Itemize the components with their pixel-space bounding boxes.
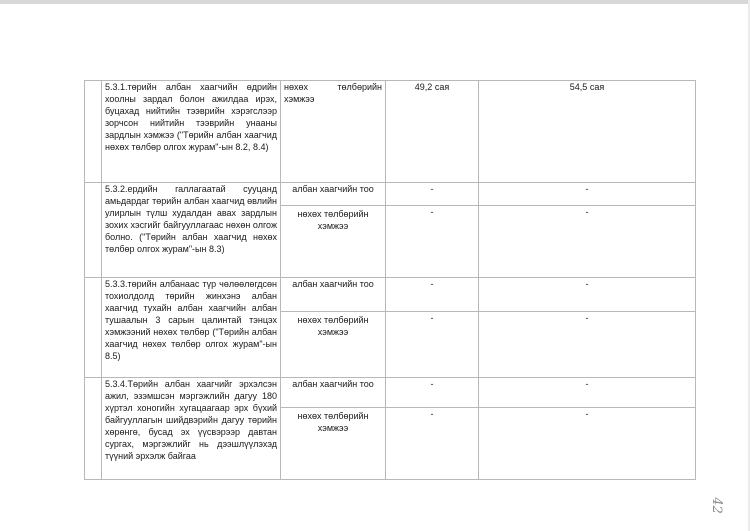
value-cell: -	[479, 312, 696, 378]
description-cell: 5.3.4.Төрийн албан хаагчийг эрхэлсэн ажил, эзэмшсэн мэргэжлийн дагуу 180 хүртэл хоногийн хугацаагаар эрх бүхий байгууллагын шийдвэрийн дагуу төрийн хөрөнгө, бусад эх үүсвэрээр давтан сургах, мэргэжлийг нь дээшлүүлэхэд түүний эрхэлж байгаа	[102, 378, 281, 480]
value-cell: 49,2 сая	[386, 81, 479, 183]
value-cell: -	[479, 278, 696, 312]
blank-cell	[85, 183, 102, 278]
scan-edge-top	[0, 0, 750, 4]
table-row	[85, 81, 696, 183]
page-number: 42	[708, 497, 724, 514]
document-table	[84, 80, 696, 480]
blank-cell	[85, 278, 102, 378]
indicator-cell: албан хаагчийн тоо	[281, 183, 386, 206]
value-cell: -	[386, 278, 479, 312]
value-cell: -	[479, 183, 696, 206]
indicator-cell: нөхөх төлбөрийн хэмжээ	[281, 408, 386, 480]
blank-cell	[85, 81, 102, 183]
indicator-cell: нөхөх төлбөрийн хэмжээ	[281, 206, 386, 278]
indicator-cell: албан хаагчийн тоо	[281, 378, 386, 408]
value-cell: -	[386, 378, 479, 408]
value-cell: -	[479, 378, 696, 408]
value-cell: -	[479, 206, 696, 278]
table-row	[85, 378, 696, 408]
value-cell: -	[386, 408, 479, 480]
indicator-cell: нөхөх төлбөрийн хэмжээ	[281, 312, 386, 378]
table-row	[85, 183, 696, 206]
value-cell: -	[386, 312, 479, 378]
description-cell: 5.3.1.төрийн албан хаагчийн өдрийн хоолны зардал болон ажилдаа ирэх, буцахад нийтийн тээврийн хэрэгслээр зорчсон нийтийн тээврийн унааны зардлын хэмжээ ("Төрийн албан хаагчид нөхөх төлбөр олгох журам"-ын 8.2, 8.4)	[102, 81, 281, 183]
indicator-cell: албан хаагчийн тоо	[281, 278, 386, 312]
description-cell: 5.3.2.ердийн галлагаатай сууцанд амьдардаг төрийн албан хаагчид өвлийн улирлын түлш худалдан авах зардлын зохих хэсгийг байгууллагаас нөхөн олгож болно. ("Төрийн албан хаагчид нөхөх төлбөр олгох журам"-ын 8.3)	[102, 183, 281, 278]
value-cell: -	[479, 408, 696, 480]
value-cell: -	[386, 183, 479, 206]
description-cell: 5.3.3.төрийн албанаас түр чөлөөлөгдсөн тохиолдолд төрийн жинхэнэ албан хаагчид тухайн албан хаагчийн албан тушаалын 3 сарын цалинтай тэнцэх хэмжээний нөхөх төлбөр ("Төрийн албан хаагчид нөхөх төлбөр олгох журам"-ын 8.5)	[102, 278, 281, 378]
blank-cell	[85, 378, 102, 480]
value-cell: -	[386, 206, 479, 278]
table-row	[85, 278, 696, 312]
value-cell: 54,5 сая	[479, 81, 696, 183]
indicator-cell: нөхөх төлбөрийн хэмжээ	[281, 81, 386, 183]
